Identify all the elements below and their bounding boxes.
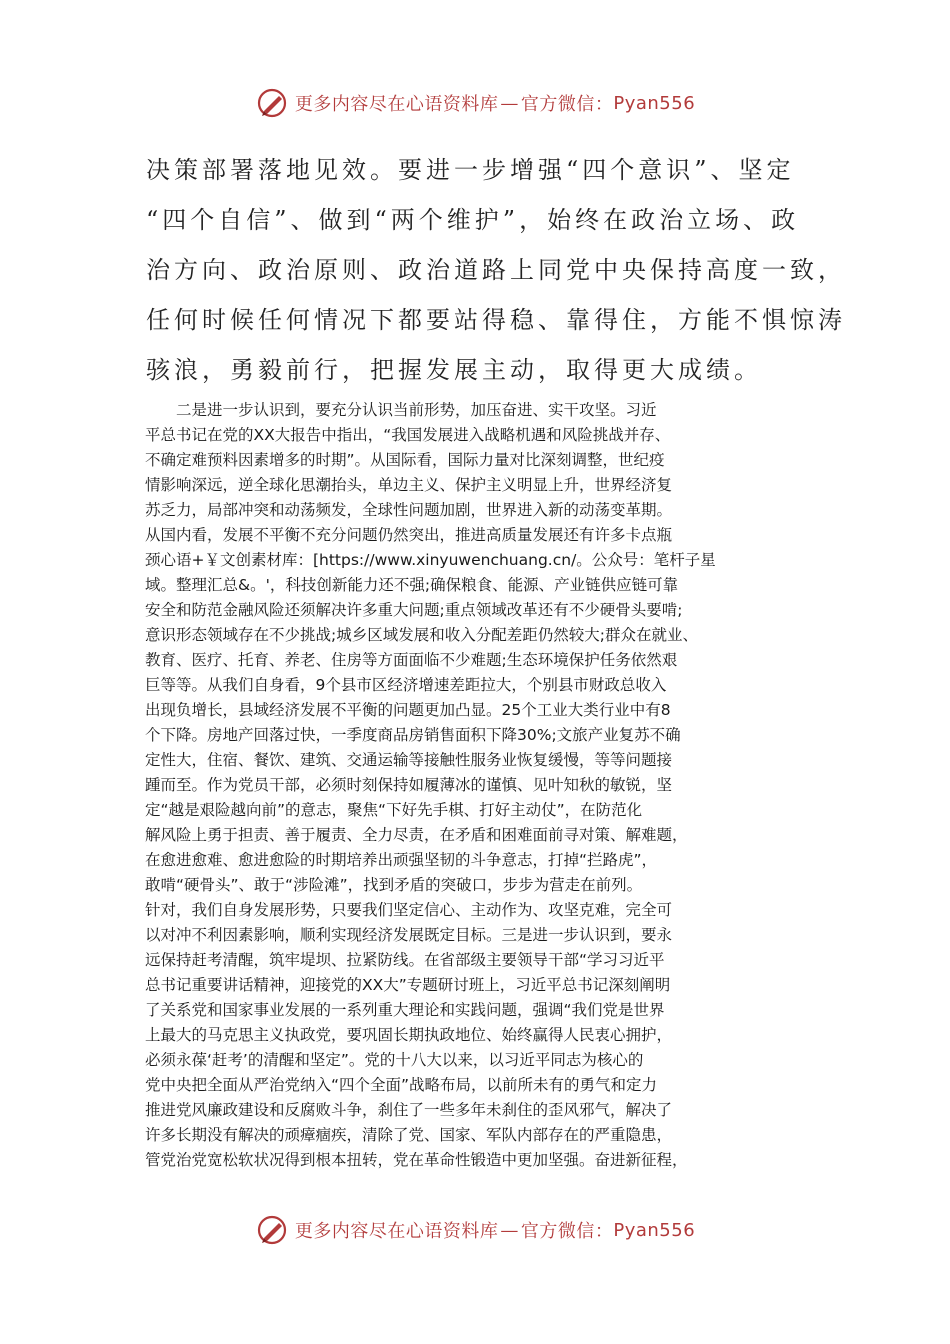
body-line: 踵而至。作为党员干部，必须时刻保持如履薄冰的谨慎、见叶知秋的敏锐，坚 <box>145 776 673 794</box>
header-watermark <box>0 86 950 120</box>
body-line: 了关系党和国家事业发展的一系列重大理论和实践问题，强调“我们党是世界 <box>145 1001 665 1019</box>
body-line: 定“越是艰险越向前”的意志，聚焦“下好先手棋、打好主动仗”，在防范化 <box>145 801 643 819</box>
body-line: 情影响深远，逆全球化思潮抬头，单边主义、保护主义明显上升，世界经济复 <box>145 476 673 494</box>
body-line: 个下降。房地产回落过快，一季度商品房销售面积下降30%;文旅产业复苏不确 <box>145 726 681 744</box>
watermark-label: 官方微信： <box>520 94 614 115</box>
body-line: 意识形态领域存在不少挑战;城乡区域发展和收入分配差距仍然较大;群众在就业、 <box>145 626 698 644</box>
body-line: 总书记重要讲话精神，迎接党的XX大”专题研讨班上，习近平总书记深刻阐明 <box>145 976 671 994</box>
footer-watermark <box>0 1213 950 1247</box>
body-line: 巨等等。从我们自身看，9个县市区经济增速差距拉大，个别县市财政总收入 <box>145 676 667 694</box>
body-line: 平总书记在党的XX大报告中指出，“我国发展进入战略机遇和风险挑战并存、 <box>145 426 671 444</box>
body-line: 解风险上勇于担责、善于履责、全力尽责，在矛盾和困难面前寻对策、解难题， <box>145 826 688 844</box>
body-line: 定性大，住宿、餐饮、建筑、交通运输等接触性服务业恢复缓慢，等等问题接 <box>145 751 673 769</box>
body-line: 颈心语+￥文创素材库：[https://www.xinyuwenchuang.cn/。公众号：笔杆子星 <box>145 551 716 569</box>
large-line: 任何时候任何情况下都要站得稳、靠得住，方能不惧惊涛 <box>146 306 846 334</box>
body-line: 推进党风廉政建设和反腐败斗争，刹住了一些多年未刹住的歪风邪气，解决了 <box>145 1101 673 1119</box>
body-line: 党中央把全面从严治党纳入“四个全面”战略布局，以前所未有的勇气和定力 <box>145 1076 658 1094</box>
large-line: 治方向、政治原则、政治道路上同党中央保持高度一致， <box>146 256 846 284</box>
body-line: 远保持赶考清醒，筑牢堤坝、拉紧防线。在省部级主要领导干部“学习习近平 <box>145 951 665 969</box>
body-line: 必须永葆‘赶考’的清醒和坚定”。党的十八大以来，以习近平同志为核心的 <box>145 1051 644 1069</box>
pen-logo-icon <box>255 1213 289 1247</box>
body-line: 不确定难预料因素增多的时期”。从国际看，国际力量对比深刻调整，世纪疫 <box>145 451 665 469</box>
large-line: 骇浪，勇毅前行，把握发展主动，取得更大成绩。 <box>146 356 762 384</box>
body-line: 在愈进愈难、愈进愈险的时期培养出顽强坚韧的斗争意志，打掉“拦路虎”， <box>145 851 658 869</box>
body-paragraph <box>145 398 805 1173</box>
large-line: 决策部署落地见效。要进一步增强“四个意识”、坚定 <box>146 156 795 184</box>
watermark-label: 官方微信： <box>520 1221 614 1242</box>
body-line: 教育、医疗、托育、养老、住房等方面面临不少难题;生态环境保护任务依然艰 <box>145 651 678 669</box>
body-line: 安全和防范金融风险还须解决许多重大问题;重点领域改革还有不少硬骨头要啃; <box>145 601 683 619</box>
body-line: 许多长期没有解决的顽瘴痼疾，清除了党、国家、军队内部存在的严重隐患， <box>145 1126 673 1144</box>
watermark-brand: 更多内容尽在心语资料库 <box>294 94 499 115</box>
body-line: 敢啃“硬骨头”、敢于“涉险滩”，找到矛盾的突破口，步步为营走在前列。 <box>145 876 643 894</box>
watermark-brand: 更多内容尽在心语资料库 <box>294 1221 499 1242</box>
body-line: 上最大的马克思主义执政党，要巩固长期执政地位、始终赢得人民衷心拥护， <box>145 1026 673 1044</box>
body-line: 域。整理汇总&。'，科技创新能力还不强;确保粮食、能源、产业链供应链可靠 <box>145 576 679 594</box>
watermark-separator: — <box>500 92 519 114</box>
body-line: 以对冲不利因素影响，顺利实现经济发展既定目标。三是进一步认识到，要永 <box>145 926 673 944</box>
large-line: “四个自信”、做到“两个维护”，始终在政治立场、政 <box>146 206 800 234</box>
watermark-handle: Pyan556 <box>613 92 696 114</box>
watermark-separator: — <box>500 1219 519 1241</box>
body-line: 针对，我们自身发展形势，只要我们坚定信心、主动作为、攻坚克难，完全可 <box>145 901 673 919</box>
body-line: 苏乏力，局部冲突和动荡频发，全球性问题加剧，世界进入新的动荡变革期。 <box>145 501 673 519</box>
body-line: 二是进一步认识到，要充分认识当前形势，加压奋进、实干攻坚。习近 <box>145 401 657 419</box>
body-line: 管党治党宽松软状况得到根本扭转，党在革命性锻造中更加坚强。奋进新征程， <box>145 1151 688 1169</box>
body-line: 从国内看，发展不平衡不充分问题仍然突出，推进高质量发展还有许多卡点瓶 <box>145 526 673 544</box>
pen-logo-icon <box>255 86 289 120</box>
body-line: 出现负增长，县域经济发展不平衡的问题更加凸显。25个工业大类行业中有8 <box>145 701 671 719</box>
large-paragraph <box>146 145 846 395</box>
watermark-handle: Pyan556 <box>613 1219 696 1241</box>
